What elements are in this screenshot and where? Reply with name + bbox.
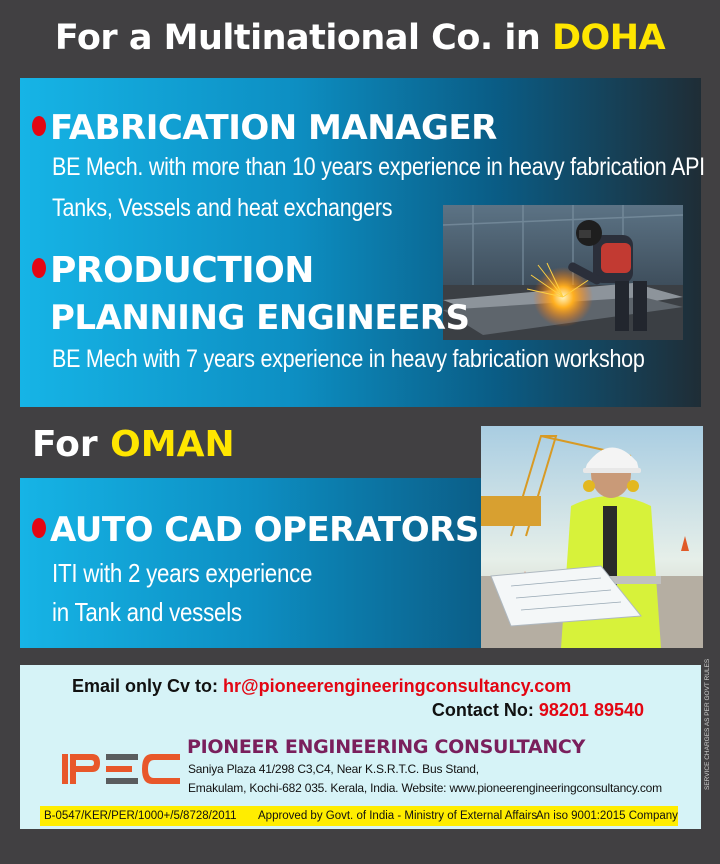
welder-illustration (443, 205, 683, 340)
job-desc-autocad-2: in Tank and vessels (52, 597, 242, 627)
pec-logo (62, 744, 180, 792)
license-number: B-0547/KER/PER/1000+/5/8728/2011 (44, 810, 237, 822)
bullet-icon (32, 116, 46, 136)
bullet-icon (32, 258, 46, 278)
engineer-illustration (481, 426, 703, 648)
job-desc-production-planning: BE Mech with 7 years experience in heavy fabrication workshop (52, 345, 645, 373)
email-link[interactable]: hr@pioneerengineeringconsultancy.com (223, 676, 572, 696)
engineer-photo (481, 426, 703, 648)
iso-certification: An iso 9001:2015 Company (536, 810, 678, 822)
pec-logo-mark (62, 744, 180, 792)
job-title-fabrication-manager: FABRICATION MANAGER (32, 108, 497, 148)
oman-country: OMAN (110, 424, 235, 465)
email-label: Email only Cv to: (72, 676, 224, 696)
phone-label: Contact No: (431, 700, 539, 720)
contact-line (432, 700, 644, 721)
job-desc-fabrication-1: BE Mech. with more than 10 years experience in heavy fabrication API (52, 153, 705, 181)
headline-text: For a Multinational Co. in (54, 18, 552, 58)
company-name: PIONEER ENGINEERING CONSULTANCY (187, 736, 586, 758)
bullet-icon (32, 518, 46, 538)
company-address-1: Saniya Plaza 41/298 C3,C4, Near K.S.R.T.C. Bus Stand, (188, 762, 479, 776)
registration-bar (40, 806, 678, 826)
welder-photo (443, 205, 683, 340)
oman-heading: For OMAN (32, 424, 235, 465)
job-title-autocad-operators: AUTO CAD OPERATORS (32, 510, 479, 550)
headline (0, 18, 720, 58)
job-desc-autocad-1: ITI with 2 years experience (52, 558, 313, 588)
company-address-2: Emakulam, Kochi-682 035. Kerala, India. Website: www.pioneerengineeringconsultancy.com (188, 781, 662, 795)
govt-approval: Approved by Govt. of India - Ministry of External Affairs (258, 810, 538, 822)
job-title-production-planning-2: PLANNING ENGINEERS (50, 298, 470, 338)
headline-city: DOHA (551, 18, 666, 58)
job-title-production-planning-1: PRODUCTION (32, 250, 314, 291)
phone-number[interactable]: 98201 89540 (538, 700, 644, 720)
job-desc-fabrication-2: Tanks, Vessels and heat exchangers (52, 194, 393, 222)
email-line (72, 676, 571, 697)
